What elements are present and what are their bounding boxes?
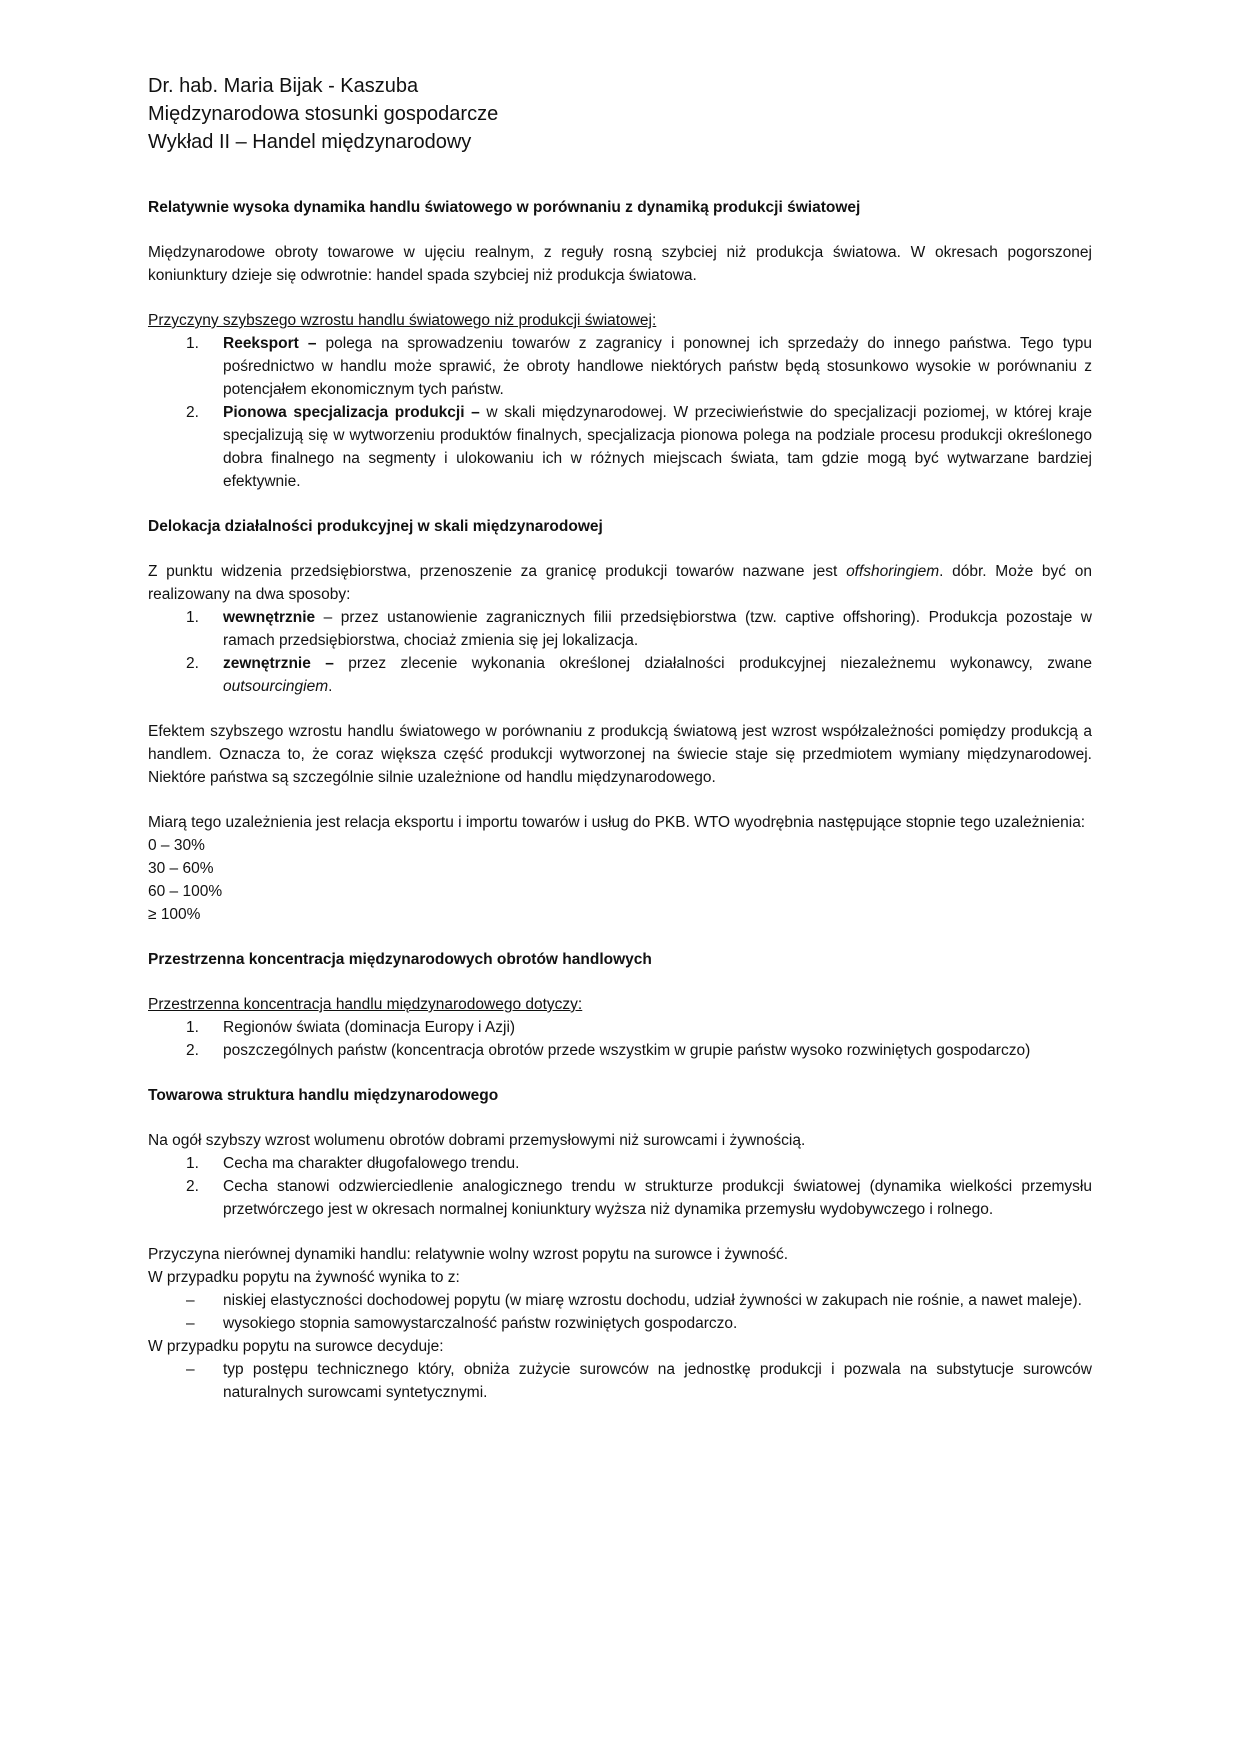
list-item: 1. Regionów świata (dominacja Europy i Azji) — [186, 1019, 516, 1036]
list-item: 1. Cecha ma charakter długofalowego trendu. — [186, 1155, 520, 1172]
course-line: Międzynarodowa stosunki gospodarcze — [148, 103, 499, 125]
list-item: – niskiej elastyczności dochodowej popytu (w miarę wzrostu dochodu, udział żywności w zakupach nie rośnie, a nawet maleje). — [186, 1292, 1082, 1309]
section-heading-structure: Towarowa struktura handlu międzynarodowego — [148, 1087, 499, 1104]
raw-intro: W przypadku popytu na surowce decyduje: — [148, 1338, 444, 1355]
document-header — [148, 72, 1092, 156]
concentration-list — [148, 1016, 1092, 1062]
paragraph: Efektem szybszego wzrostu handlu światowego w porównaniu z produkcją światową jest wzrost współzależności pomiędzy produkcją a handlem. Oznacza to, że coraz większa część produkcji wytworzonej na świecie staje się przedmiotem wymiany międzynarodowej. Niektóre państwa są szczególnie silnie uzależnione od handlu międzynarodowego. — [148, 723, 1092, 786]
structure-list — [148, 1152, 1092, 1221]
lecture-line: Wykład II – Handel międzynarodowy — [148, 131, 472, 153]
list-item: 2. Cecha stanowi odzwierciedlenie analogicznego trendu w strukturze produkcji światowej (dynamika wielkości przemysłu przetwórczego jest w okresach normalnej koniunktury wyższa niż dynamika przemysłu wydobywczego i rolnego. — [186, 1178, 1092, 1218]
methods-list — [148, 606, 1092, 698]
dependency-levels — [148, 834, 1092, 926]
list-item: 2. zewnętrznie – przez zlecenie wykonania określonej działalności produkcyjnej niezależnemu wykonawcy, zwane outsourcingiem. — [186, 655, 1093, 695]
section-heading-delocation: Delokacja działalności produkcyjnej w skali międzynarodowej — [148, 518, 603, 535]
author-line: Dr. hab. Maria Bijak - Kaszuba — [148, 75, 419, 97]
level-item: ≥ 100% — [148, 906, 201, 923]
paragraph: Miarą tego uzależnienia jest relacja eksportu i importu towarów i usług do PKB. WTO wyodrębnia następujące stopnie tego uzależnienia: — [148, 814, 1086, 831]
cause-line: Przyczyna nierównej dynamiki handlu: relatywnie wolny wzrost popytu na surowce i żywność. — [148, 1246, 789, 1263]
causes-subheading: Przyczyny szybszego wzrostu handlu światowego niż produkcji światowej: — [148, 312, 657, 329]
section-heading-concentration: Przestrzenna koncentracja międzynarodowych obrotów handlowych — [148, 951, 652, 968]
causes-list — [148, 332, 1092, 493]
list-term: zewnętrznie – — [223, 655, 334, 672]
section-heading-trade-dynamics: Relatywnie wysoka dynamika handlu światowego w porównaniu z dynamiką produkcji światowej — [148, 199, 861, 216]
raw-list — [148, 1358, 1092, 1404]
food-intro: W przypadku popytu na żywność wynika to z: — [148, 1269, 460, 1286]
list-item: – wysokiego stopnia samowystarczalność państw rozwiniętych gospodarczo. — [186, 1315, 738, 1332]
list-item: – typ postępu technicznego który, obniża zużycie surowców na jednostkę produkcji i pozwala na substytucje surowców naturalnych surowcami syntetycznymi. — [186, 1361, 1092, 1401]
list-item: 2. Pionowa specjalizacja produkcji – w skali międzynarodowej. W przeciwieństwie do specjalizacji poziomej, w której kraje specjalizują się w wytworzeniu produktów finalnych, specjalizacja pionowa polega na podziale procesu produkcji określonego dobra finalnego na segmenty i ulokowaniu ich w różnych miejscach świata, tam gdzie mogą być wytwarzane bardziej efektywnie. — [186, 404, 1093, 490]
list-item: 1. Reeksport – polega na sprowadzeniu towarów z zagranicy i ponownej ich sprzedaży do innego państwa. Tego typu pośrednictwo w handlu może sprawić, że obroty handlowe niektórych państw będą stosunkowo wysokie w porównaniu z potencjałem ekonomicznym tych państw. — [186, 335, 1092, 398]
list-item: 1. wewnętrznie – przez ustanowienie zagranicznych filii przedsiębiorstwa (tzw. captive offshoring). Produkcja pozostaje w ramach przedsiębiorstwa, chociaż zmienia się jej lokalizacja. — [186, 609, 1092, 649]
concentration-subheading: Przestrzenna koncentracja handlu międzynarodowego dotyczy: — [148, 996, 583, 1013]
list-item: 2. poszczególnych państw (koncentracja obrotów przede wszystkim w grupie państw wysoko rozwiniętych gospodarczo) — [186, 1042, 1031, 1059]
level-item: 0 – 30% — [148, 837, 205, 854]
level-item: 60 – 100% — [148, 883, 223, 900]
list-term: Reeksport – — [223, 335, 317, 352]
level-item: 30 – 60% — [148, 860, 214, 877]
paragraph: Na ogół szybszy wzrost wolumenu obrotów dobrami przemysłowymi niż surowcami i żywnością. — [148, 1132, 806, 1149]
paragraph: Z punktu widzenia przedsiębiorstwa, przenoszenie za granicę produkcji towarów nazwane jest offshoringiem. dóbr. Może być on realizowany na dwa sposoby: — [148, 563, 1092, 603]
list-term: wewnętrznie — [223, 609, 316, 626]
list-term: Pionowa specjalizacja produkcji – — [223, 404, 480, 421]
food-list — [148, 1289, 1092, 1335]
paragraph: Międzynarodowe obroty towarowe w ujęciu realnym, z reguły rosną szybciej niż produkcja światowa. W okresach pogorszonej koniunktury dzieje się odwrotnie: handel spada szybciej niż produkcja światowa. — [148, 244, 1092, 284]
